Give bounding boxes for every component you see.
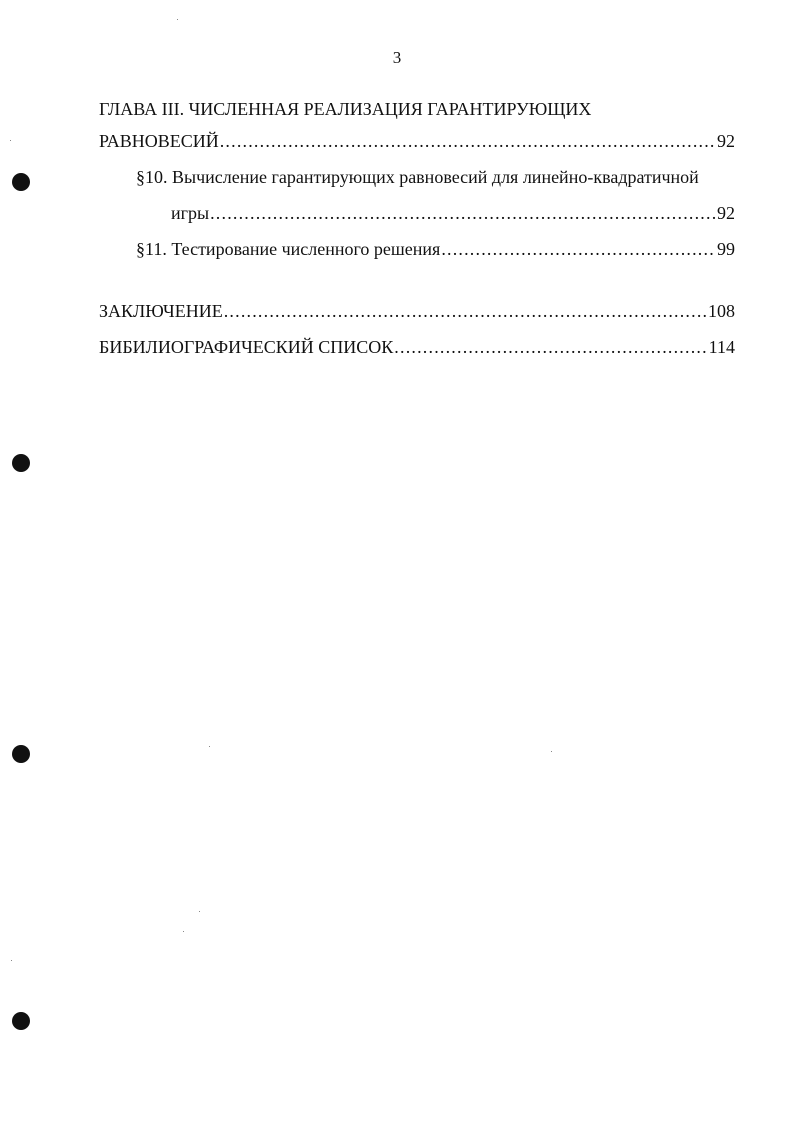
- spacer: [99, 267, 735, 293]
- chapter-3-page: 92: [717, 131, 735, 151]
- chapter-3-title-line2: РАВНОВЕСИЙ: [99, 131, 219, 151]
- bibliography-title: БИБИЛИОГРАФИЧЕСКИЙ СПИСОК: [99, 337, 394, 357]
- toc-entry-chapter-3[interactable]: [99, 123, 735, 159]
- dot-leader: [394, 329, 707, 365]
- punch-hole-icon: [12, 173, 30, 191]
- section-11-title: §11. Тестирование численного решения: [136, 239, 441, 259]
- table-of-contents: [99, 96, 735, 365]
- dot-leader: [220, 123, 716, 159]
- dot-leader: [210, 195, 716, 231]
- scan-speck: [11, 960, 12, 961]
- section-10-title-line1: §10. Вычисление гарантирующих равновесий для линейно-квадратичной: [136, 167, 699, 187]
- toc-entry-conclusion[interactable]: [99, 293, 735, 329]
- conclusion-title: ЗАКЛЮЧЕНИЕ: [99, 301, 223, 321]
- dot-leader: [441, 231, 716, 267]
- punch-hole-icon: [12, 1012, 30, 1030]
- toc-entry-section-11[interactable]: [99, 231, 735, 267]
- scan-speck: [209, 746, 210, 747]
- scan-speck: [183, 931, 184, 932]
- section-10-title-line2: игры: [171, 203, 210, 223]
- toc-entry-section-10[interactable]: [99, 195, 735, 231]
- scan-speck: [10, 140, 11, 141]
- chapter-3-title-line1: ГЛАВА III. ЧИСЛЕННАЯ РЕАЛИЗАЦИЯ ГАРАНТИРУЮЩИХ: [99, 99, 592, 119]
- section-10-page: 92: [717, 203, 735, 223]
- scan-speck: [551, 751, 552, 752]
- scan-speck: [177, 19, 178, 20]
- punch-hole-icon: [12, 454, 30, 472]
- toc-entry-bibliography[interactable]: [99, 329, 735, 365]
- bibliography-page: 114: [708, 337, 735, 357]
- page-number: 3: [392, 48, 402, 67]
- conclusion-page: 108: [708, 301, 735, 321]
- scan-speck: [199, 911, 200, 912]
- section-11-page: 99: [717, 239, 735, 259]
- dot-leader: [224, 293, 707, 329]
- punch-hole-icon: [12, 745, 30, 763]
